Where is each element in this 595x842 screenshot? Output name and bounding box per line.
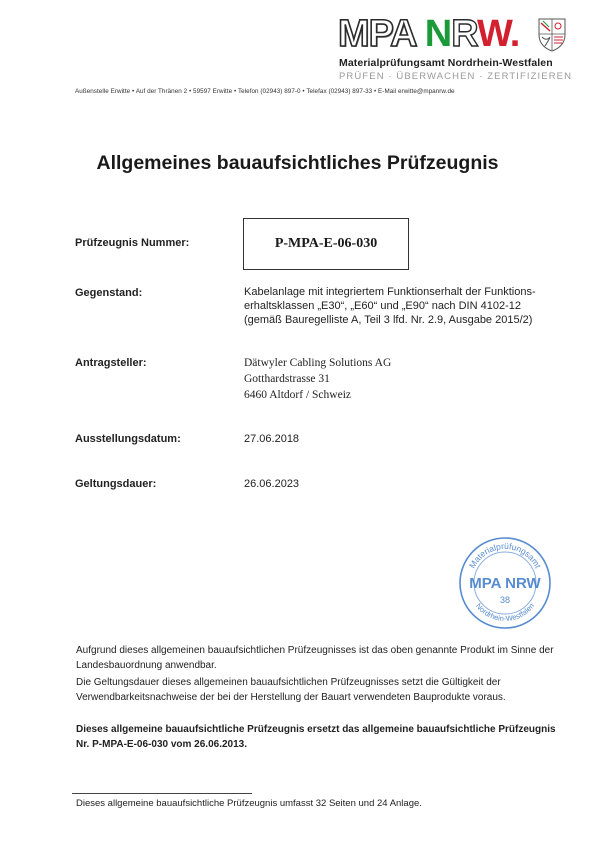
stamp-center-text: MPA NRW — [469, 575, 541, 592]
logo-tagline: PRÜFEN · ÜBERWACHEN · ZERTIFIZIEREN — [339, 71, 573, 82]
footer-divider — [72, 793, 252, 794]
subject-value — [244, 285, 536, 327]
validity-value: 26.06.2023 — [244, 478, 300, 490]
official-stamp — [457, 535, 553, 631]
mpa-nrw-logo — [338, 14, 519, 54]
paragraph-replacement: Dieses allgemeine bauaufsichtliche Prüfzeugnis ersetzt das allgemeine bauaufsichtliche Prüfzeugnis Nr. P-MPA-E-06-030 vom 26.06.2013. — [76, 724, 556, 750]
address-line: Außenstelle Erwitte • Auf der Thränen 2 • 59597 Erwitte • Telefon (02943) 897-0 • Telefax (02943) 897-33 • E-Mail erwitte@mpanrw.de — [75, 88, 455, 95]
applicant-line: 6460 Altdorf / Schweiz — [244, 389, 351, 401]
svg-text:Materialprüfungsamt — [467, 541, 543, 570]
paragraph-validity: Die Geltungsdauer dieses allgemeinen bauaufsichtlichen Prüfzeugnisses setzt die Gültigkeit der Verwendbarkeitsnachweise der bei der Herstellung der Bauart verwendeten Bauprodukte voraus. — [76, 677, 506, 703]
issue-date-value: 27.06.2018 — [244, 433, 300, 445]
nrw-crest-icon — [537, 17, 567, 53]
validity-label: Geltungsdauer: — [75, 478, 157, 490]
subject-label: Gegenstand: — [75, 287, 143, 299]
stamp-bottom-text: Nordrhein-Westfalen — [473, 601, 537, 624]
logo-mpa-text: MPA — [338, 13, 416, 55]
certificate-number-label: Prüfzeugnis Nummer: — [75, 237, 190, 249]
stamp-number: 38 — [499, 595, 511, 605]
subject-line: (gemäß Bauregelliste A, Teil 3 lfd. Nr. 2.9, Ausgabe 2015/2) — [244, 314, 533, 326]
paragraph-applicability: Aufgrund dieses allgemeinen bauaufsichtlichen Prüfzeugnisses ist das oben genannte Produkt im Sinne der Landesbauordnung anwendbar. — [76, 645, 554, 671]
logo-nrw-r: R — [451, 13, 477, 55]
logo-subtitle: Materialprüfungsamt Nordrhein-Westfalen — [339, 57, 553, 69]
issue-date-label: Ausstellungsdatum: — [75, 433, 181, 445]
logo-dot: . — [509, 13, 520, 55]
footer-page-count: Dieses allgemeine bauaufsichtliche Prüfzeugnis umfasst 32 Seiten und 24 Anlage. — [76, 798, 422, 809]
stamp-top-text: Materialprüfungsamt — [466, 540, 544, 570]
subject-line: erhaltsklassen „E30“, „E60“ und „E90“ nach DIN 4102-12 — [244, 300, 521, 312]
certificate-number-value: P-MPA-E-06-030 — [274, 236, 378, 251]
applicant-line: Gotthardstrasse 31 — [244, 373, 330, 385]
applicant-line: Dätwyler Cabling Solutions AG — [244, 357, 392, 369]
document-title: Allgemeines bauaufsichtliches Prüfzeugnis — [96, 152, 499, 174]
logo-nrw-w: W — [477, 13, 510, 55]
certificate-number-box — [243, 218, 409, 270]
applicant-label: Antragsteller: — [75, 357, 147, 369]
applicant-value — [244, 355, 391, 403]
subject-line: Kabelanlage mit integriertem Funktionserhalt der Funktions- — [244, 286, 536, 298]
logo-nrw-n: N — [424, 13, 452, 55]
